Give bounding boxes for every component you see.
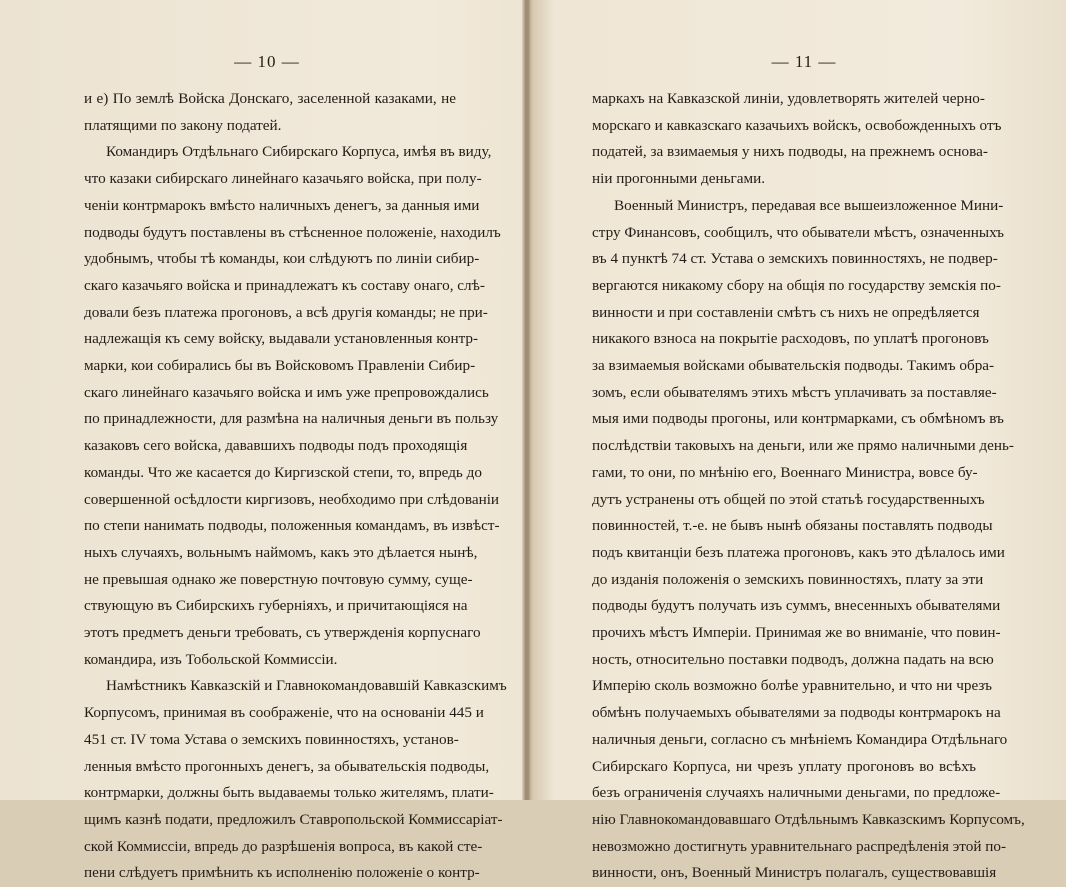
text-line: 451 ст. IV тома Устава о земскихъ повинностяхъ, установ- bbox=[84, 730, 459, 748]
right-page-text bbox=[592, 86, 1025, 887]
text-line: по степи нанимать подводы, положенныя командамъ, въ извѣст- bbox=[84, 517, 500, 535]
text-line: Сибирскаго Корпуса, ни чрезъ уплату прогоновъ во всѣхъ bbox=[592, 757, 976, 775]
text-line: контрмарки, должны быть выдаваемы только жителямъ, плати- bbox=[84, 784, 494, 802]
text-line: платящими по закону податей. bbox=[84, 116, 282, 134]
left-page-text bbox=[84, 86, 507, 887]
text-line: Намѣстникъ Кавказскій и Главнокомандовавшій Кавказскимъ bbox=[106, 677, 507, 695]
text-line: за взимаемыя войсками обывательскія подводы. Такимъ обра- bbox=[592, 357, 995, 375]
text-line: надлежащія къ сему войску, выдавали установленныя контр- bbox=[84, 330, 479, 348]
text-line: вергаются никакому сбору на общія по государству земскія по- bbox=[592, 276, 1001, 294]
text-line: марки, кои собирались бы въ Войсковомъ Правленіи Сибир- bbox=[84, 357, 476, 375]
text-line: дутъ устранены отъ общей по этой статьѣ государственныхъ bbox=[592, 490, 985, 508]
text-line: въ 4 пунктѣ 74 ст. Устава о земскихъ повинностяхъ, не подвер- bbox=[592, 250, 998, 268]
text-line: податей, за взимаемыя у нихъ подводы, на прежнемъ основа- bbox=[592, 143, 988, 161]
text-line: морскаго и кавказскаго казачьихъ войскъ, освобожденныхъ отъ bbox=[592, 116, 1002, 134]
text-line: по принадлежности, для размѣна на наличныя деньги въ пользу bbox=[84, 410, 499, 428]
page-number: — 10 — bbox=[234, 52, 300, 71]
text-line: подъ квитанціи безъ платежа прогоновъ, какъ это дѣлалось ими bbox=[592, 543, 1005, 561]
text-line: подводы будутъ получать изъ суммъ, внесенныхъ обывателями bbox=[592, 597, 1001, 615]
text-line: команды. Что же касается до Киргизской степи, то, впредь до bbox=[84, 463, 482, 481]
text-line: никакого взноса на покрытіе расходовъ, по уплатѣ прогоновъ bbox=[592, 330, 989, 348]
text-line: ствующую въ Сибирскихъ губерніяхъ, и причитающіяся на bbox=[84, 597, 468, 615]
text-line: ніи прогонными деньгами. bbox=[592, 170, 766, 188]
text-line: винности, онъ, Военный Министръ полагалъ, существовавшія bbox=[592, 864, 997, 882]
text-line: Корпусомъ, принимая въ соображеніе, что на основаніи 445 и bbox=[84, 704, 484, 722]
text-line: довали безъ платежа прогоновъ, а всѣ другія команды; не при- bbox=[84, 303, 488, 321]
text-line: командира, изъ Тобольской Коммиссіи. bbox=[84, 650, 338, 668]
text-line: невозможно достигнуть уравнительнаго распредѣленія этой по- bbox=[592, 837, 1007, 855]
text-line: гами, то они, по мнѣнію его, Военнаго Министра, вовсе бу- bbox=[592, 463, 978, 481]
text-line: скаго линейнаго казачьяго войска и имъ уже препровождались bbox=[84, 383, 489, 401]
text-line: маркахъ на Кавказской линіи, удовлетворять жителей черно- bbox=[592, 90, 985, 107]
page-number: — 11 — bbox=[771, 52, 837, 71]
text-line: послѣдствіи таковыхъ на деньги, или же прямо наличными день- bbox=[592, 437, 1014, 455]
text-line: ность, относительно поставки подводъ, должна падать на всю bbox=[592, 650, 994, 668]
text-line: этотъ предметъ деньги требовать, съ утвержденія корпуснаго bbox=[84, 624, 481, 642]
text-line: скаго казачьяго войска и принадлежатъ къ составу онаго, слѣ- bbox=[84, 276, 485, 294]
text-line: Имперію сколь возможно болѣе уравнительно, и что ни чрезъ bbox=[592, 677, 992, 695]
text-line: ской Коммиссіи, впредь до разрѣшенія вопроса, въ какой сте- bbox=[84, 837, 483, 855]
text-line: обмѣнъ получаемыхъ обывателями за подводы контрмарокъ на bbox=[592, 704, 1001, 722]
text-line: совершенной осѣдлости киргизовъ, необходимо при слѣдованіи bbox=[84, 490, 500, 508]
text-line: повинностей, т.-е. не бывъ нынѣ обязаны поставлять подводы bbox=[592, 517, 993, 535]
text-line: нію Главнокомандовавшаго Отдѣльнымъ Кавказскимъ Корпусомъ, bbox=[592, 810, 1025, 828]
text-line: Военный Министръ, передавая все вышеизложенное Мини- bbox=[614, 196, 1004, 214]
text-line: что казаки сибирскаго линейнаго казачьяго войска, при полу- bbox=[84, 170, 482, 188]
text-line: до изданія положенія о земскихъ повинностяхъ, плату за эти bbox=[592, 570, 984, 588]
text-line: безъ ограниченія случаяхъ наличными деньгами, по предложе- bbox=[592, 784, 1001, 802]
text-line: удобнымъ, чтобы тѣ команды, кои слѣдуютъ по линіи сибир- bbox=[84, 250, 480, 268]
text-line: ныхъ случаяхъ, вольнымъ наймомъ, какъ это дѣлается нынѣ, bbox=[84, 543, 478, 561]
text-line: щимъ казнѣ подати, предложилъ Ставропольской Коммиссаріат- bbox=[84, 810, 503, 828]
text-line: мыя ими подводы прогоны, или контрмарками, съ обмѣномъ въ bbox=[592, 410, 1004, 428]
book-gutter bbox=[522, 0, 530, 800]
text-line: зомъ, если обывателямъ этихъ мѣстъ уплачивать за поставляе- bbox=[592, 383, 997, 401]
text-line: ленныя вмѣсто прогонныхъ денегъ, за обывательскія подводы, bbox=[84, 757, 490, 775]
text-line: не превышая однако же поверстную почтовую сумму, суще- bbox=[84, 570, 473, 588]
text-line: Командиръ Отдѣльнаго Сибирскаго Корпуса, имѣя въ виду, bbox=[106, 143, 492, 161]
text-line: подводы будутъ поставлены въ стѣсненное положеніе, находилъ bbox=[84, 223, 501, 241]
text-line: казаковъ сего войска, дававшихъ подводы подъ проходящія bbox=[84, 437, 468, 455]
right-page bbox=[530, 0, 1066, 882]
text-line: и е) По землѣ Войска Донскаго, заселенной казаками, не bbox=[84, 90, 456, 107]
text-line: винности и при составленіи смѣтъ съ нихъ не опредѣляется bbox=[592, 303, 980, 321]
text-line: ченіи контрмарокъ вмѣсто наличныхъ денегъ, за данныя ими bbox=[84, 196, 480, 214]
text-line: стру Финансовъ, сообщилъ, что обыватели мѣстъ, означенныхъ bbox=[592, 223, 1004, 241]
left-page bbox=[0, 0, 522, 882]
text-line: прочихъ мѣстъ Имперіи. Принимая же во вниманіе, что повин- bbox=[592, 624, 1001, 642]
text-line: пени слѣдуетъ примѣнить къ исполненію положеніе о контр- bbox=[84, 864, 480, 882]
text-line: наличныя деньги, согласно съ мнѣніемъ Командира Отдѣльнаго bbox=[592, 730, 1008, 748]
